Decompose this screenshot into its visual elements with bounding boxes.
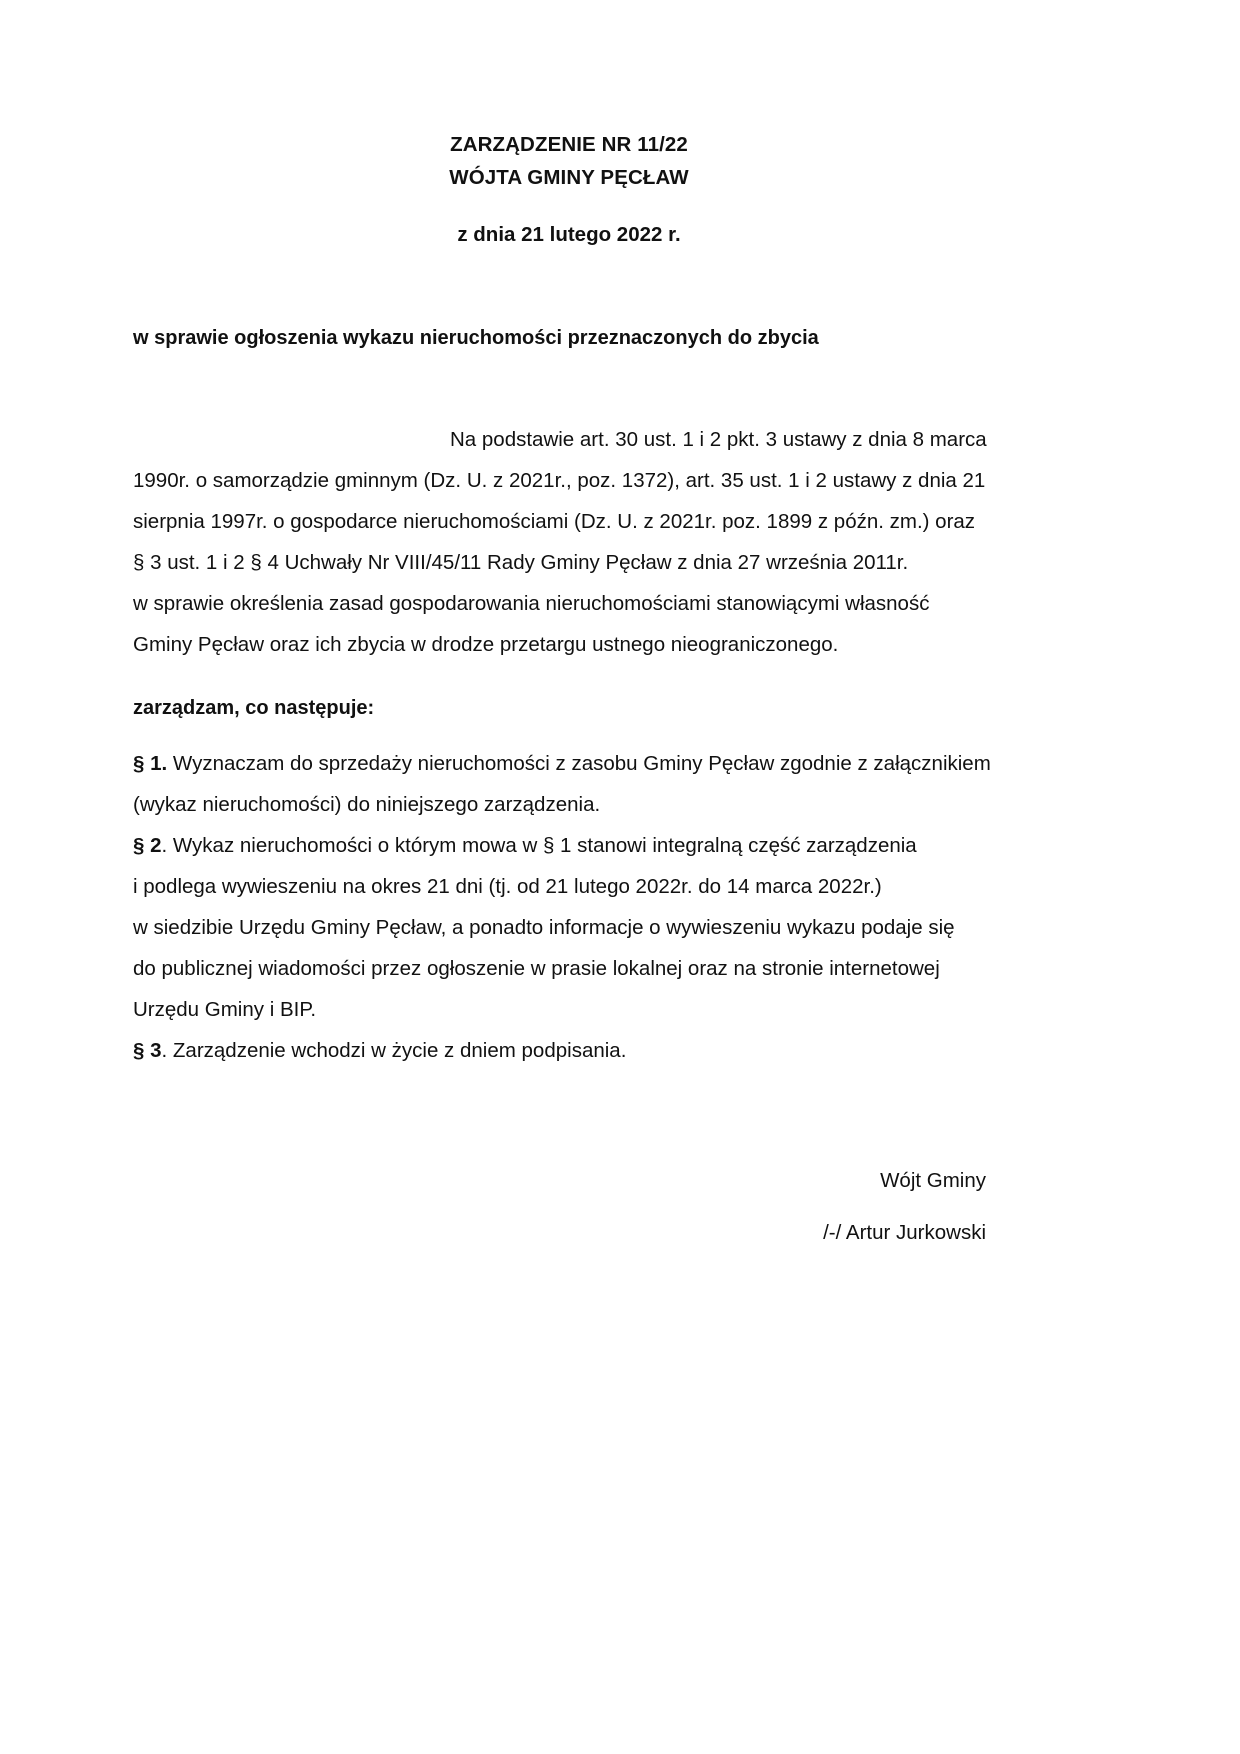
document-title-line-2: WÓJTA GMINY PĘCŁAW bbox=[449, 166, 689, 189]
title-block bbox=[133, 128, 993, 251]
document-content bbox=[133, 0, 993, 1259]
preamble-block bbox=[133, 419, 993, 665]
section-3-text: . Zarządzenie wchodzi w życie z dniem podpisania. bbox=[161, 1039, 627, 1062]
document-date: z dnia 21 lutego 2022 r. bbox=[457, 223, 681, 246]
enacting-clause: zarządzam, co następuje: bbox=[133, 697, 375, 719]
sections-block bbox=[133, 743, 993, 1071]
preamble-line: sierpnia 1997r. o gospodarce nieruchomościami (Dz. U. z 2021r. poz. 1899 z późn. zm.) oraz bbox=[133, 510, 976, 533]
signature-block bbox=[133, 1155, 993, 1259]
preamble-line: 1990r. o samorządzie gminnym (Dz. U. z 2021r., poz. 1372), art. 35 ust. 1 i 2 ustawy z dnia 21 bbox=[133, 469, 986, 492]
document-subject: w sprawie ogłoszenia wykazu nieruchomości przeznaczonych do zbycia bbox=[133, 327, 819, 349]
section-1-text: Wyznaczam do sprzedaży nieruchomości z zasobu Gminy Pęcław zgodnie z załącznikiem bbox=[167, 752, 991, 775]
preamble-line: § 3 ust. 1 i 2 § 4 Uchwały Nr VIII/45/11 Rady Gminy Pęcław z dnia 27 września 2011r. bbox=[133, 551, 909, 574]
section-2-line: do publicznej wiadomości przez ogłoszenie w prasie lokalnej oraz na stronie internetowej bbox=[133, 957, 940, 980]
signature-role: Wójt Gminy bbox=[880, 1169, 986, 1192]
section-2-text: . Wykaz nieruchomości o którym mowa w § 1 stanowi integralną część zarządzenia bbox=[161, 834, 917, 857]
section-1-line: (wykaz nieruchomości) do niniejszego zarządzenia. bbox=[133, 793, 601, 816]
document-title-line-1: ZARZĄDZENIE NR 11/22 bbox=[450, 133, 688, 156]
section-2-line: Urzędu Gminy i BIP. bbox=[133, 998, 317, 1021]
section-2-label: § 2 bbox=[133, 834, 162, 857]
section-2-line bbox=[133, 825, 993, 866]
signature-name: /-/ Artur Jurkowski bbox=[823, 1221, 986, 1244]
section-3-line bbox=[133, 1030, 993, 1071]
section-1-label: § 1. bbox=[133, 752, 168, 775]
section-2-line: w siedzibie Urzędu Gminy Pęcław, a ponadto informacje o wywieszeniu wykazu podaje się bbox=[133, 916, 955, 939]
preamble-line: w sprawie określenia zasad gospodarowania nieruchomościami stanowiącymi własność bbox=[133, 592, 930, 615]
section-2-line: i podlega wywieszeniu na okres 21 dni (tj. od 21 lutego 2022r. do 14 marca 2022r.) bbox=[133, 875, 882, 898]
preamble-line: Na podstawie art. 30 ust. 1 i 2 pkt. 3 ustawy z dnia 8 marca bbox=[450, 428, 987, 451]
preamble-line: Gminy Pęcław oraz ich zbycia w drodze przetargu ustnego nieograniczonego. bbox=[133, 633, 839, 656]
section-1-line bbox=[133, 743, 993, 784]
section-3-label: § 3 bbox=[133, 1039, 162, 1062]
